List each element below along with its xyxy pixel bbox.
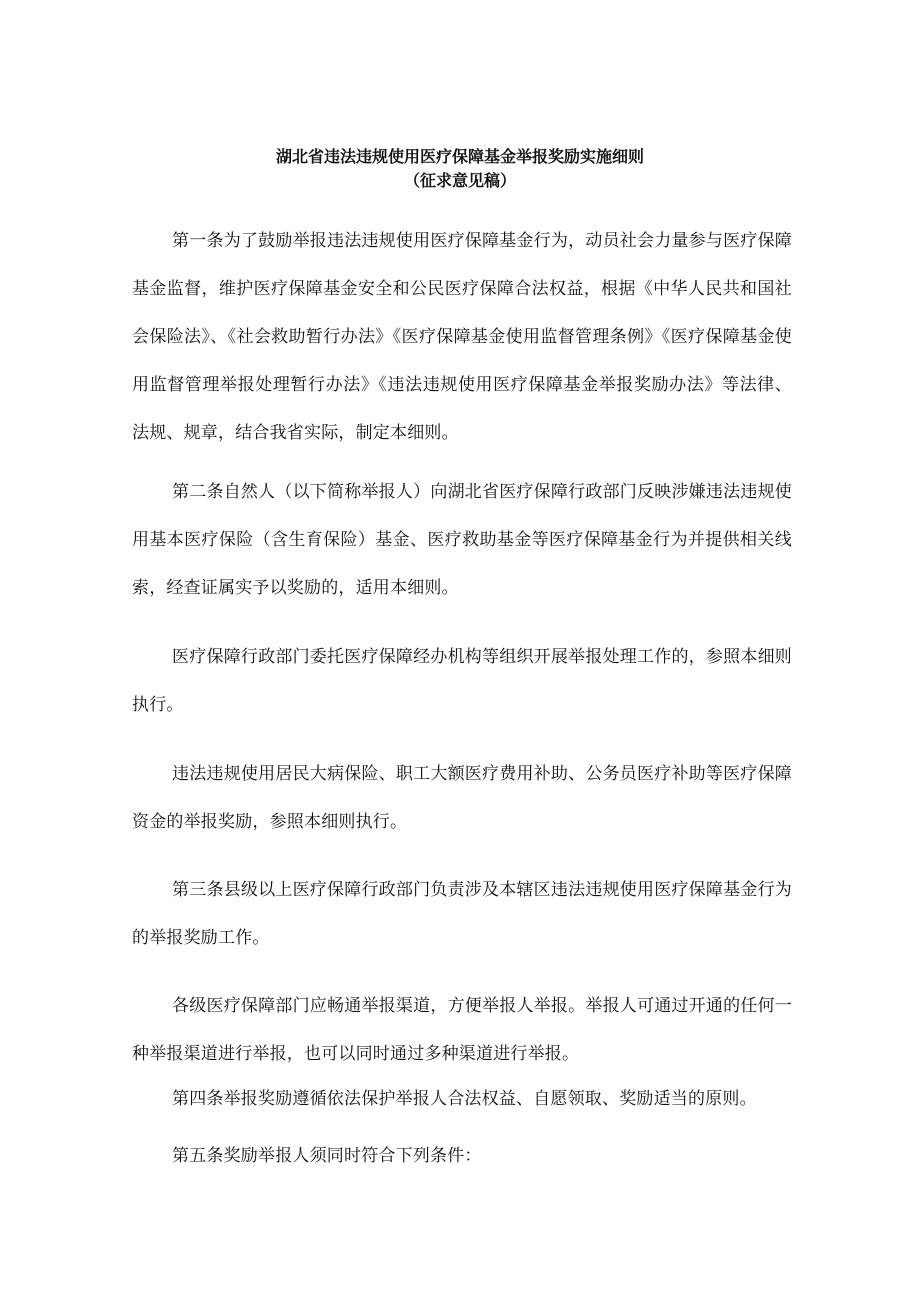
- paragraph-article-3-clause-2: 各级医疗保障部门应畅通举报渠道，方便举报人举报。举报人可通过开通的任何一种举报渠道进行举报，也可以同时通过多种渠道进行举报。: [132, 996, 792, 1064]
- paragraph-article-2-clause-3: 违法违规使用居民大病保险、职工大额医疗费用补助、公务员医疗补助等医疗保障资金的举报奖励，参照本细则执行。: [132, 764, 792, 832]
- paragraph-article-4: 第四条举报奖励遵循依法保护举报人合法权益、自愿领取、奖励适当的原则。: [172, 1089, 757, 1109]
- document-title: 湖北省违法违规使用医疗保障基金举报奖励实施细则: [275, 147, 644, 166]
- paragraph-article-2-clause-2: 医疗保障行政部门委托医疗保障经办机构等组织开展举报处理工作的，参照本细则执行。: [132, 647, 792, 715]
- paragraph-article-1: 第一条为了鼓励举报违法违规使用医疗保障基金行为，动员社会力量参与医疗保障基金监督，维护医疗保障基金安全和公民医疗保障合法权益，根据《中华人民共和国社会保险法》、《社会救助暂行办法》《医疗保障基金使用监督管理条例》《医疗保障基金使用监督管理举报处理暂行办法》《违法违规使用医疗保障基金举报奖励办法》等法律、法规、规章，结合我省实际，制定本细则。: [132, 231, 792, 443]
- paragraph-article-2: 第二条自然人（以下简称举报人）向湖北省医疗保障行政部门反映涉嫌违法违规使用基本医疗保险（含生育保险）基金、医疗救助基金等医疗保障基金行为并提供相关线索，经查证属实予以奖励的，适用本细则。: [132, 482, 792, 598]
- paragraph-article-3: 第三条县级以上医疗保障行政部门负责涉及本辖区违法违规使用医疗保障基金行为的举报奖励工作。: [132, 880, 792, 948]
- document-subtitle: （征求意见稿）: [403, 171, 516, 190]
- paragraph-article-5: 第五条奖励举报人须同时符合下列条件：: [172, 1146, 482, 1166]
